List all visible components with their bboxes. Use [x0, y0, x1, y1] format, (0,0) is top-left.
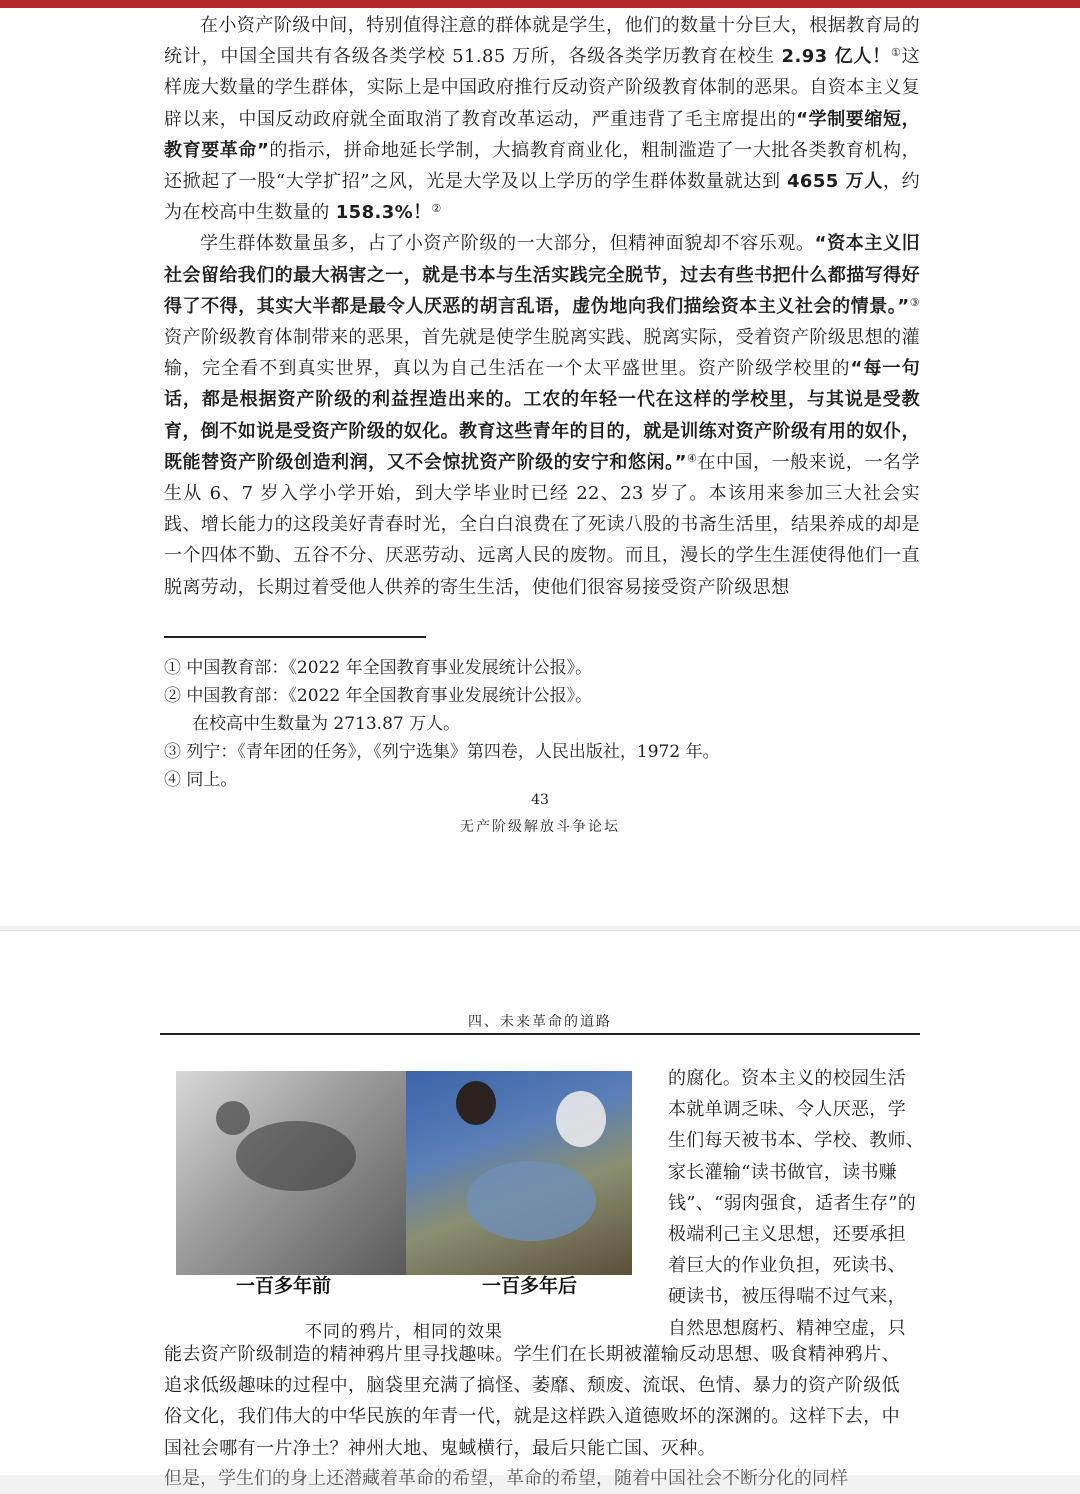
text-line: 硬读书，被压得喘不过气来， — [668, 1286, 906, 1308]
text-line: 追求低级趣味的过程中，脑袋里充满了搞怪、萎靡、颓废、流氓、色情、暴力的资产阶级低 — [164, 1375, 900, 1397]
page-43 — [0, 8, 1080, 926]
comparison-photo — [176, 1071, 632, 1297]
footnote-rule — [164, 636, 426, 638]
text-run: 这样庞大数量的学生群体，实际上是中国政府推行反动资产阶级教育体制的恶果。自资本主义复辟以来，中国反动政府就全面取消了教育改革运动，严重违背了毛主席提出的 — [164, 46, 920, 130]
text-line: 自然思想腐朽、精神空虚，只 — [668, 1317, 906, 1339]
bold-run: 158.3%！ — [335, 202, 432, 224]
footnote-4: ④ 同上。 — [164, 770, 238, 790]
text-run: ，约为在校高中生数量的 — [164, 171, 920, 224]
cut-off-line: 但是，学生们的身上还潜藏着革命的希望，革命的希望，随着中国社会不断分化的同样 — [164, 1468, 848, 1489]
bold-run: 4655 万人 — [787, 171, 883, 193]
figure-head — [216, 1101, 250, 1135]
footnote-ref-2[interactable]: ② — [431, 202, 442, 216]
figure-jeans — [466, 1161, 596, 1241]
text-line: 家长灌输“读书做官，读书赚 — [668, 1161, 898, 1183]
text-run: 学生群体数量虽多，占了小资产阶级的一大部分，但精神面貌却不容乐观。 — [200, 233, 815, 255]
footnote-2: ② 中国教育部：《2022 年全国教育事业发展统计公报》。 — [164, 686, 593, 706]
header-rule — [160, 1033, 920, 1035]
photo-past — [176, 1071, 406, 1275]
text-line: 国社会哪有一片净土？神州大地、鬼蜮横行，最后只能亡国、灭种。 — [164, 1437, 716, 1459]
text-line: 的腐化。资本主义的校园生活 — [668, 1068, 906, 1089]
running-header: 四、未来革命的道路 — [468, 1014, 612, 1030]
page-44 — [0, 930, 1080, 1489]
text-line: 生们每天被书本、学校、教师、 — [668, 1130, 925, 1152]
text-line: 钱”、“弱肉强食，适者生存”的 — [668, 1192, 917, 1214]
bold-run: 2.93 亿人！ — [781, 46, 891, 68]
figure-head — [456, 1081, 496, 1125]
top-accent-bar — [0, 0, 1080, 8]
footnotes — [164, 654, 920, 794]
text-line: 本就单调乏味、令人厌恶，学 — [668, 1099, 906, 1121]
footnote-3: ③ 列宁：《青年团的任务》，《列宁选集》第四卷，人民出版社，1972 年。 — [164, 742, 720, 762]
text-run: 在中国，一般来说，一名学生从 6、7 岁入学小学开始，到大学毕业时已经 22、23 岁了。本该用来参加三大社会实践、增长能力的这段美好青春时光，全白白浪费在了死读八股的书斋生活里，结果养成的却是一个四体不勤、五谷不分、厌恶劳动、远离人民的废物。而且，漫长的学生生涯使得他们一直脱离劳动，长期过着受他人供养的寄生生活，使他们很容易接受资产阶级思想 — [164, 451, 920, 598]
main-text — [164, 10, 920, 603]
text-line: 极端利己主义思想，还要承担 — [668, 1224, 906, 1246]
text-line: 着巨大的作业负担，死读书、 — [668, 1255, 906, 1277]
text-run: 在小资产阶级中间，特别值得注意的群体就是学生，他们的数量十分巨大，根据教育局的统计，中国全国共有各级各类学校 51.85 万所，各级各类学历教育在校生 — [164, 15, 920, 68]
side-text — [668, 1063, 925, 1344]
page-number: 43 — [531, 792, 549, 808]
footnote-1: ① 中国教育部：《2022 年全国教育事业发展统计公报》。 — [164, 658, 593, 678]
label-past: 一百多年前 — [236, 1275, 332, 1297]
footnote-ref-1[interactable]: ① — [890, 46, 902, 60]
continued-text — [164, 1339, 920, 1464]
footnote-ref-4[interactable]: ④ — [686, 451, 698, 465]
text-line: 能去资产阶级制造的精神鸦片里寻找趣味。学生们在长期被灌输反动思想、吸食精神鸦片、 — [164, 1344, 900, 1365]
figure-caption: 不同的鸦片，相同的效果 — [305, 1322, 503, 1342]
footnote-2-continued: 在校高中生数量为 2713.87 万人。 — [192, 714, 461, 734]
label-present: 一百多年后 — [482, 1275, 578, 1297]
plush-toy — [556, 1091, 606, 1147]
paragraph-students-count — [164, 10, 920, 228]
text-run: 资产阶级教育体制带来的恶果，首先就是使学生脱离实践、脱离实际，受着资产阶级思想的灌输，完全看不到真实世界，真以为自己生活在一个太平盛世里。资产阶级学校里的 — [164, 327, 920, 380]
page-footer: 无产阶级解放斗争论坛 — [460, 819, 620, 835]
text-line: 俗文化，我们伟大的中华民族的年青一代，就是这样跌入道德败坏的深渊的。这样下去，中 — [164, 1406, 900, 1428]
bold-quote: “资本主义旧社会留给我们的最大祸害之一，就是书本与生活实践完全脱节，过去有些书把什么都描写得好得了不得，其实大半都是最令人厌恶的胡言乱语，虚伪地向我们描绘资本主义社会的情景。” — [164, 233, 920, 317]
photo-present — [406, 1071, 632, 1275]
footnote-ref-3[interactable]: ③ — [909, 295, 920, 309]
bold-quote: “每一句话，都是根据资产阶级的利益捏造出来的。工农的年轻一代在这样的学校里，与其说是受教育，倒不如说是受资产阶级的奴化。教育这些青年的目的，就是训练对资产阶级有用的奴仆，既能替资产阶级创造利润，又不会惊扰资产阶级的安宁和悠闲。” — [164, 358, 920, 473]
paragraph-students-spirit — [164, 228, 920, 602]
figure-shadow — [236, 1121, 356, 1191]
text-run: 的指示，拼命地延长学制，大搞教育商业化，粗制滥造了一大批各类教育机构，还掀起了一股“大学扩招”之风，光是大学及以上学历的学生群体数量就达到 — [164, 139, 920, 193]
bold-quote: “学制要缩短，教育要革命” — [164, 108, 920, 161]
